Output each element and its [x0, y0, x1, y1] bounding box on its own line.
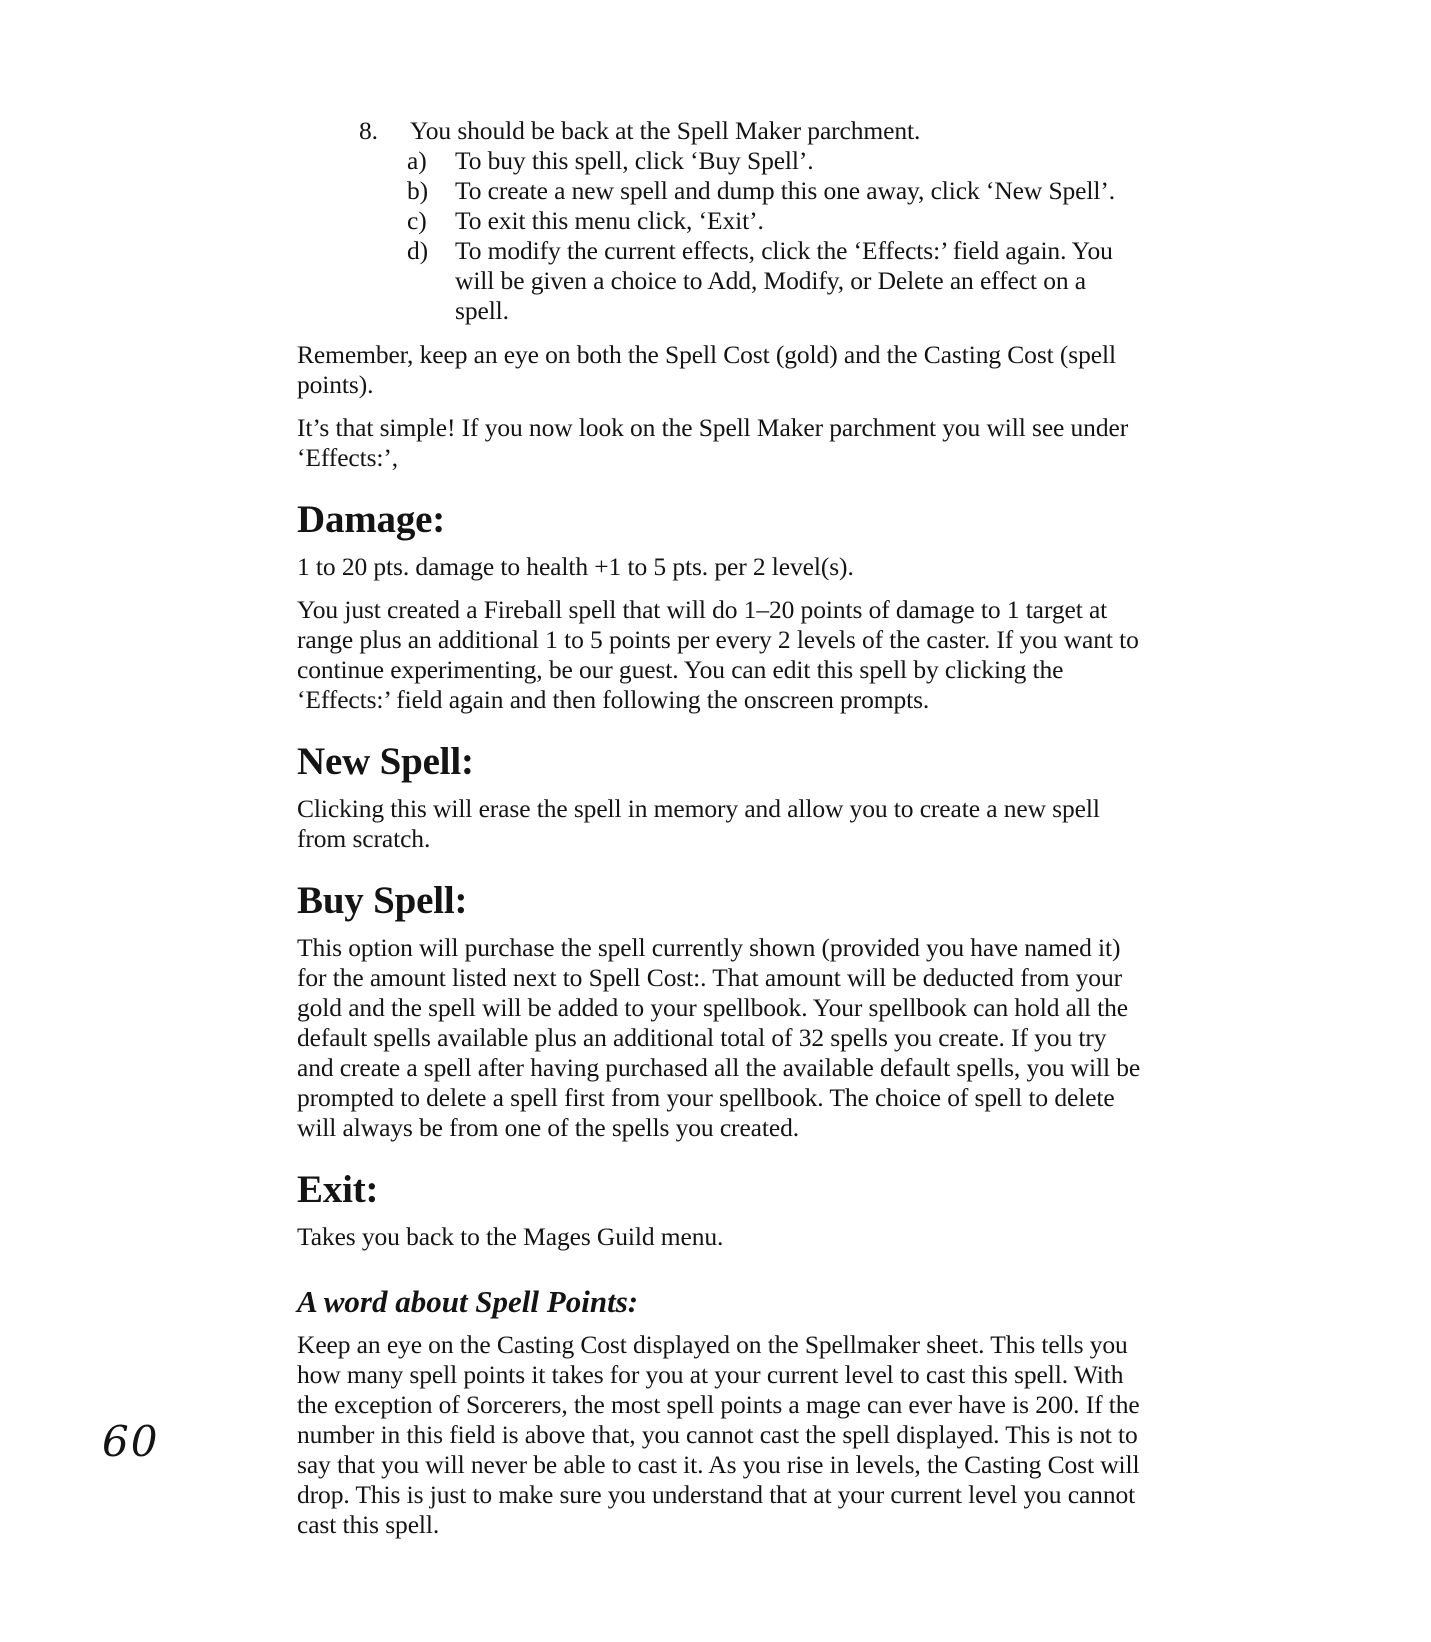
list-item: [297, 146, 1145, 176]
list-item-text: To create a new spell and dump this one away, click ‘New Spell’.: [455, 176, 1116, 205]
list-item: [297, 236, 1145, 326]
list-item-text: To modify the current effects, click the ‘Effects:’ field again. You will be given a choice to Add, Modify, or Delete an effect on a spell.: [455, 236, 1113, 325]
list-item: [297, 176, 1145, 206]
list-item-marker: d): [407, 236, 429, 265]
heading-damage: Damage:: [297, 498, 446, 541]
new-spell-body-paragraph: Clicking this will erase the spell in memory and allow you to create a new spell from scratch.: [297, 794, 1100, 853]
lettered-sub-list: [297, 146, 1145, 326]
page-number: 60: [102, 1417, 160, 1466]
list-item-marker: 8.: [359, 116, 378, 145]
list-item-text: To buy this spell, click ‘Buy Spell’.: [455, 146, 814, 175]
heading-exit: Exit:: [297, 1168, 379, 1211]
list-item-marker: b): [407, 176, 429, 205]
buy-spell-body-paragraph: This option will purchase the spell currently shown (provided you have named it) for the amount listed next to Spell Cost:. That amount will be deducted from your gold and the spell will be added to your spellbook. Your spellbook can hold all the default spells available plus an additional total of 32 spells you create. If you try and create a spell after having purchased all the available default spells, you will be prompted to delete a spell first from your spellbook. The choice of spell to delete will always be from one of the spells you created.: [297, 933, 1141, 1142]
list-item-marker: a): [407, 146, 427, 175]
paragraph-remember-costs: Remember, keep an eye on both the Spell Cost (gold) and the Casting Cost (spell points).: [297, 340, 1116, 399]
exit-body-paragraph: Takes you back to the Mages Guild menu.: [297, 1222, 724, 1251]
list-item-text: To exit this menu click, ‘Exit’.: [455, 206, 764, 235]
heading-buy-spell: Buy Spell:: [297, 879, 468, 922]
paragraph-its-that-simple: It’s that simple! If you now look on the Spell Maker parchment you will see under ‘Effects:’,: [297, 413, 1129, 472]
damage-effect-line: 1 to 20 pts. damage to health +1 to 5 pts. per 2 level(s).: [297, 552, 854, 581]
list-item-marker: c): [407, 206, 427, 235]
page-content: [297, 116, 1145, 1553]
damage-body-paragraph: You just created a Fireball spell that will do 1–20 points of damage to 1 target at range plus an additional 1 to 5 points per every 2 levels of the caster. If you want to continue experimenting, be our guest. You can edit this spell by clicking the ‘Effects:’ field again and then following the onscreen prompts.: [297, 595, 1139, 714]
list-item: [297, 116, 1145, 326]
spell-points-body-paragraph: Keep an eye on the Casting Cost displayed on the Spellmaker sheet. This tells you how many spell points it takes for you at your current level to cast this spell. With the exception of Sorcerers, the most spell points a mage can ever have is 200. If the number in this field is above that, you cannot cast the spell displayed. This is not to say that you will never be able to cast it. As you rise in levels, the Casting Cost will drop. This is just to make sure you understand that at your current level you cannot cast this spell.: [297, 1330, 1140, 1539]
list-item: [297, 206, 1145, 236]
numbered-step-list: [297, 116, 1145, 326]
heading-new-spell: New Spell:: [297, 740, 474, 783]
heading-spell-points: A word about Spell Points:: [297, 1284, 639, 1319]
list-item-text: You should be back at the Spell Maker parchment.: [410, 116, 921, 145]
